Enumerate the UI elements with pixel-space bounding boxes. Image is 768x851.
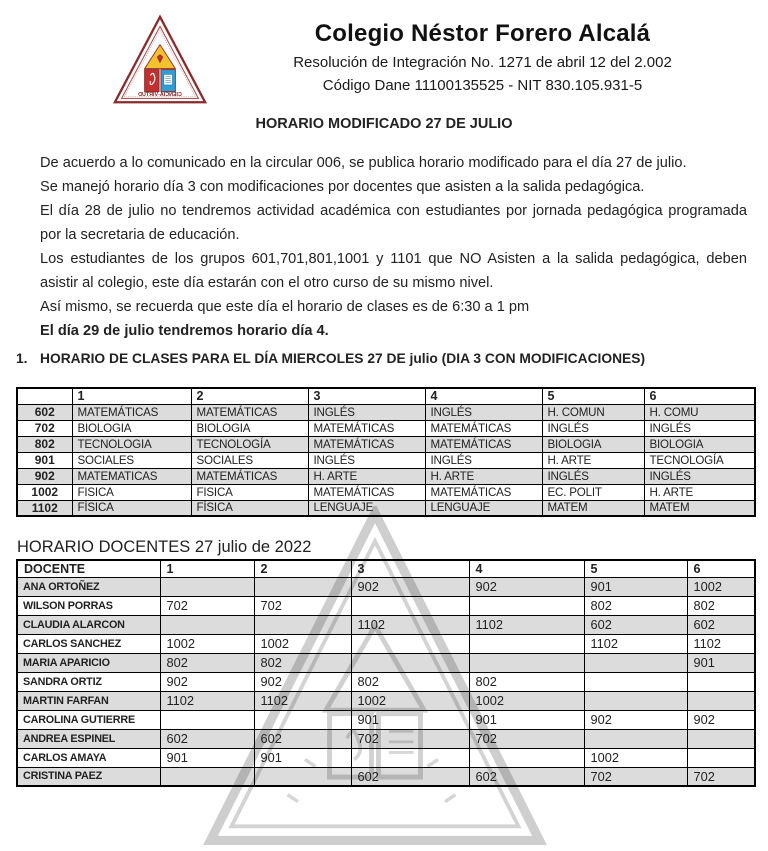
row-header: WILSON PORRAS: [17, 596, 160, 615]
table-cell: [584, 653, 687, 672]
paragraph: El día 28 de julio no tendremos actividad académica con estudiantes por jornada pedagógica programada por la secretaria de educación.: [40, 203, 747, 243]
table-cell: 902: [469, 577, 584, 596]
table-cell: MATEMÁTICAS: [425, 420, 542, 436]
row-header: 1102: [17, 500, 72, 516]
table-cell: 1102: [469, 615, 584, 634]
table-cell: EC. POLIT: [542, 484, 644, 500]
table-cell: MATEMÁTICAS: [425, 436, 542, 452]
column-header: 5: [584, 560, 687, 577]
school-logo-icon: [112, 13, 208, 107]
row-header: MARIA APARICIO: [17, 653, 160, 672]
table-row: [17, 420, 755, 436]
table-cell: [584, 672, 687, 691]
table-cell: BIOLOGIA: [644, 436, 755, 452]
table-cell: FISICA: [191, 484, 308, 500]
row-header: CLAUDIA ALARCON: [17, 615, 160, 634]
table-cell: H. COMU: [644, 404, 755, 420]
table-cell: 1002: [351, 691, 469, 710]
table-cell: INGLÉS: [542, 468, 644, 484]
column-header: 3: [351, 560, 469, 577]
table-cell: 602: [584, 615, 687, 634]
row-header: 902: [17, 468, 72, 484]
table-cell: 1002: [469, 691, 584, 710]
row-header: CRISTINA PAEZ: [17, 767, 160, 786]
table-cell: MATEMÁTICAS: [308, 420, 425, 436]
table-row: [17, 672, 755, 691]
table-cell: INGLÉS: [425, 404, 542, 420]
column-header: [17, 388, 72, 404]
table-cell: MATEMATICAS: [72, 468, 191, 484]
row-header: 802: [17, 436, 72, 452]
table-cell: [469, 634, 584, 653]
table-cell: TECNOLOGÍA: [644, 452, 755, 468]
letterhead: [210, 20, 755, 94]
table-cell: 602: [351, 767, 469, 786]
table-cell: BIOLOGIA: [191, 420, 308, 436]
table-cell: [160, 577, 254, 596]
table-cell: 802: [160, 653, 254, 672]
paragraph: Se manejó horario día 3 con modificaciones por docentes que asisten a la salida pedagógica.: [40, 179, 645, 195]
table-cell: [584, 729, 687, 748]
table-cell: MATEM: [644, 500, 755, 516]
table-cell: [351, 634, 469, 653]
table-cell: 901: [687, 653, 755, 672]
table-cell: 702: [469, 729, 584, 748]
row-header: CAROLINA GUTIERRE: [17, 710, 160, 729]
table-cell: BIOLOGIA: [542, 436, 644, 452]
row-header: ANA ORTOÑEZ: [17, 577, 160, 596]
column-header: 2: [191, 388, 308, 404]
table-cell: 1102: [584, 634, 687, 653]
column-header: 6: [644, 388, 755, 404]
table-cell: [469, 748, 584, 767]
table-cell: [687, 672, 755, 691]
table-cell: 802: [351, 672, 469, 691]
column-header: 3: [308, 388, 425, 404]
table-cell: H. ARTE: [542, 452, 644, 468]
column-header: DOCENTE: [17, 560, 160, 577]
table-cell: 802: [584, 596, 687, 615]
table-row: [17, 748, 755, 767]
table-row: [17, 452, 755, 468]
table-cell: H. COMUN: [542, 404, 644, 420]
table-cell: 902: [687, 710, 755, 729]
paragraph: Así mismo, se recuerda que este día el horario de clases es de 6:30 a 1 pm: [40, 299, 530, 315]
table-cell: 901: [584, 577, 687, 596]
table-cell: LENGUAJE: [308, 500, 425, 516]
table-cell: SOCIALES: [72, 452, 191, 468]
table-cell: 602: [160, 729, 254, 748]
table-cell: SOCIALES: [191, 452, 308, 468]
table-cell: [469, 596, 584, 615]
section1-heading: [16, 351, 756, 366]
table-row: [17, 634, 755, 653]
table-cell: BIOLOGIA: [72, 420, 191, 436]
dane-nit-line: Código Dane 11100135525 - NIT 830.105.931-5: [322, 77, 643, 94]
table-cell: MATEMÁTICAS: [191, 404, 308, 420]
row-header: 602: [17, 404, 72, 420]
table-cell: 702: [351, 729, 469, 748]
table-cell: MATEMÁTICAS: [425, 484, 542, 500]
column-header: 6: [687, 560, 755, 577]
paragraph: De acuerdo a lo comunicado en la circular 006, se publica horario modificado para el día 27 de julio.: [40, 155, 687, 171]
table-cell: [254, 577, 351, 596]
table-cell: 901: [254, 748, 351, 767]
table-cell: 602: [687, 615, 755, 634]
table-cell: 802: [687, 596, 755, 615]
table-cell: MATEMÁTICAS: [191, 468, 308, 484]
table-row: [17, 436, 755, 452]
column-header: 2: [254, 560, 351, 577]
table-cell: [584, 691, 687, 710]
table-cell: [687, 748, 755, 767]
table-cell: INGLÉS: [308, 404, 425, 420]
table-row: [17, 767, 755, 786]
table-cell: FÍSICA: [72, 500, 191, 516]
table-cell: [254, 615, 351, 634]
table-cell: INGLÉS: [644, 420, 755, 436]
row-header: ANDREA ESPINEL: [17, 729, 160, 748]
table-cell: 602: [254, 729, 351, 748]
table-row: [17, 484, 755, 500]
table-cell: 902: [160, 672, 254, 691]
table-cell: 802: [254, 653, 351, 672]
table-cell: INGLÉS: [542, 420, 644, 436]
table-cell: INGLÉS: [308, 452, 425, 468]
row-header: 702: [17, 420, 72, 436]
table-cell: [254, 767, 351, 786]
row-header: 901: [17, 452, 72, 468]
paragraph: Los estudiantes de los grupos 601,701,801,1001 y 1101 que NO Asisten a la salida pedagógica, deben asistir al colegio, este día estarán con el otro curso de su mismo nivel.: [40, 251, 747, 291]
table-cell: 902: [254, 672, 351, 691]
table-cell: [469, 653, 584, 672]
table-cell: 702: [687, 767, 755, 786]
table-row: [17, 691, 755, 710]
table-cell: 1102: [351, 615, 469, 634]
table-cell: H. ARTE: [644, 484, 755, 500]
table-cell: INGLÉS: [425, 452, 542, 468]
table-cell: [687, 729, 755, 748]
table-cell: MATEMÁTICAS: [72, 404, 191, 420]
column-header: 5: [542, 388, 644, 404]
table-cell: [254, 710, 351, 729]
announcement-text: [40, 151, 747, 343]
table-row: [17, 596, 755, 615]
table-cell: MATEM: [542, 500, 644, 516]
section1-title: HORARIO DE CLASES PARA EL DÍA MIERCOLES 27 DE julio (DIA 3 CON MODIFICACIONES): [40, 351, 646, 366]
table-cell: FISICA: [72, 484, 191, 500]
table-cell: FÍSICA: [191, 500, 308, 516]
column-header: 1: [72, 388, 191, 404]
row-header: SANDRA ORTIZ: [17, 672, 160, 691]
table-cell: TECNOLOGIA: [72, 436, 191, 452]
table-row: [17, 500, 755, 516]
table-cell: 901: [160, 748, 254, 767]
table-cell: LENGUAJE: [425, 500, 542, 516]
paragraph-bold: El día 29 de julio tendremos horario día 4.: [40, 323, 329, 339]
table-row: [17, 468, 755, 484]
table-cell: [687, 691, 755, 710]
row-header: CARLOS AMAYA: [17, 748, 160, 767]
table-cell: 1102: [160, 691, 254, 710]
table-cell: 902: [351, 577, 469, 596]
table-row: [17, 653, 755, 672]
table-cell: 602: [469, 767, 584, 786]
table-cell: [351, 653, 469, 672]
table-cell: 1002: [160, 634, 254, 653]
row-header: CARLOS SANCHEZ: [17, 634, 160, 653]
table-cell: [160, 767, 254, 786]
column-header: 1: [160, 560, 254, 577]
table-row: [17, 404, 755, 420]
table-cell: 901: [351, 710, 469, 729]
table-cell: 902: [584, 710, 687, 729]
table-row: [17, 729, 755, 748]
column-header: 4: [425, 388, 542, 404]
table-row: [17, 577, 755, 596]
clases-table: [16, 387, 756, 517]
table-cell: H. ARTE: [308, 468, 425, 484]
row-header: 1002: [17, 484, 72, 500]
table-row: [17, 615, 755, 634]
table-cell: [351, 748, 469, 767]
document-title: HORARIO MODIFICADO 27 DE JULIO: [255, 116, 513, 132]
table-cell: [351, 596, 469, 615]
docentes-table: [16, 559, 756, 787]
section1-number: 1.: [16, 351, 28, 366]
table-cell: INGLÉS: [644, 468, 755, 484]
resolution-line: Resolución de Integración No. 1271 de abril 12 del 2.002: [293, 54, 672, 71]
table-cell: MATEMÁTICAS: [308, 436, 425, 452]
table-cell: 1102: [254, 691, 351, 710]
table-cell: 1102: [687, 634, 755, 653]
table-cell: 702: [160, 596, 254, 615]
header-row: [17, 560, 755, 577]
row-header: MARTIN FARFAN: [17, 691, 160, 710]
school-name: Colegio Néstor Forero Alcalá: [314, 20, 651, 47]
table-cell: 1002: [584, 748, 687, 767]
table-cell: 1002: [254, 634, 351, 653]
section2-heading: HORARIO DOCENTES 27 julio de 2022: [17, 538, 312, 556]
table-cell: 1002: [687, 577, 755, 596]
header-row: [17, 388, 755, 404]
table-cell: 802: [469, 672, 584, 691]
table-cell: [160, 615, 254, 634]
table-row: [17, 710, 755, 729]
table-cell: H. ARTE: [425, 468, 542, 484]
table-cell: 702: [254, 596, 351, 615]
table-cell: TECNOLOGÍA: [191, 436, 308, 452]
column-header: 4: [469, 560, 584, 577]
table-cell: 901: [469, 710, 584, 729]
table-cell: 702: [584, 767, 687, 786]
table-cell: MATEMÁTICAS: [308, 484, 425, 500]
table-cell: [160, 710, 254, 729]
logo-motto: CIENCIA-VIRTUD: [138, 91, 182, 98]
